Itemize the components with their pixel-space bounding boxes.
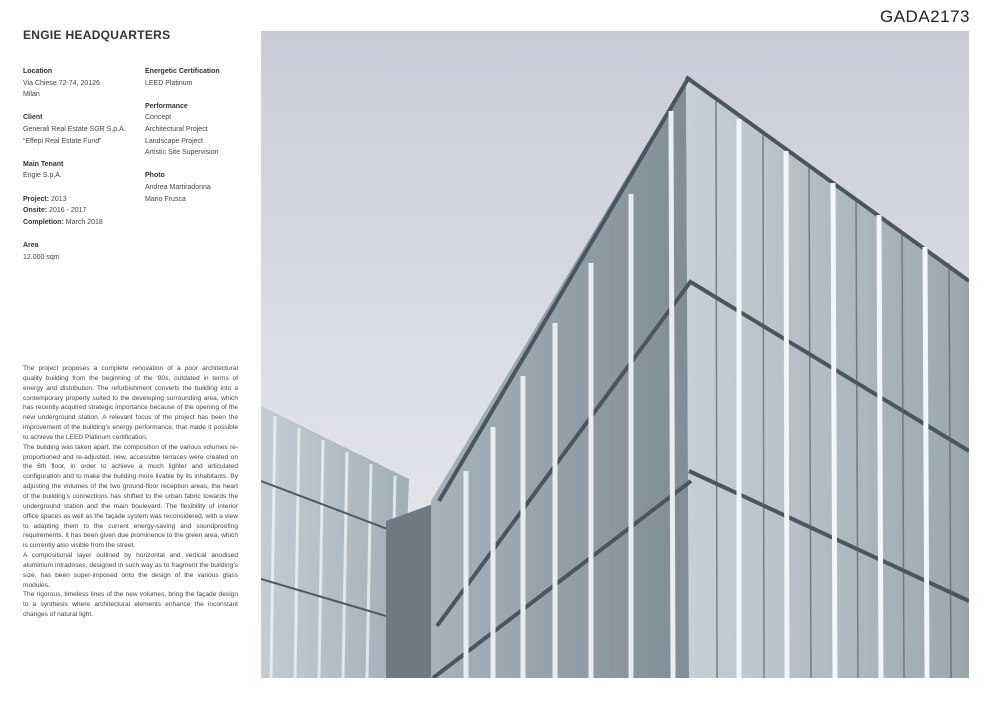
- description-paragraph: The building was taken apart, the composition of the various volumes re-proportioned and re-adjusted, new, accessible terraces were created on the 6th floor, in order to achieve a much lighter and articulated configuration and to make the building more livable by its inhabitants. By adjusting the volumes of the two ground-floor reception areas, the heart of the building’s connections has shifted to the urban fabric towards the underground station and the main boulevard. The flexibility of interior office spaces as well as the façade system was reconsidered, with a view to adapting them to the current energy-saving and soundproofing requirements. It has been given due prominence to the green area, which is currently also visible from the street.: [23, 443, 238, 550]
- photo-credit: Mario Frusca: [145, 195, 186, 203]
- onsite-line: [23, 205, 141, 217]
- certification-value: LEED Platinum: [145, 79, 193, 87]
- area-value: 12.000 sqm: [23, 253, 60, 261]
- project-year-line: [23, 194, 141, 206]
- description-paragraph: A compositional layer outlined by horizontal and vertical anodised aluminium intradoses, designed in such way as to fragment the building’s size, has been super-imposed onto the design of the various glass modules.: [23, 552, 238, 589]
- location-address: Via Chiese 72-74, 20126: [23, 79, 100, 87]
- tenant-value: Engie S.p.A.: [23, 172, 62, 180]
- tenant-label: Main Tenant: [23, 160, 64, 168]
- info-column-right: [145, 66, 255, 205]
- location-label: Location: [23, 68, 53, 75]
- client-fund: “Effepi Real Estate Fund”: [23, 137, 102, 145]
- area-label: Area: [23, 241, 39, 249]
- page-title: ENGIE HEADQUARTERS: [23, 28, 171, 42]
- onsite-years: 2016 - 2017: [49, 207, 87, 215]
- completion-line: [23, 217, 141, 229]
- client-name: Generali Real Estate SGR S.p.A.: [23, 125, 126, 133]
- performance-item: Architectural Project: [145, 125, 208, 133]
- location-city: Milan: [23, 91, 40, 99]
- description-paragraph: The rigorous, timeless lines of the new volumes, bring the façade design to a synthesis where architectural elements enhance the inconstant changes of natural light.: [23, 591, 238, 619]
- performance-item: Landscape Project: [145, 137, 203, 145]
- certification-label: Energetic Certification: [145, 68, 220, 75]
- info-column-left: [23, 66, 141, 263]
- project-year: 2013: [51, 195, 67, 203]
- performance-item: Concept: [145, 114, 172, 122]
- completion-date: March 2018: [65, 218, 103, 226]
- project-description: [23, 364, 238, 620]
- building-facade-illustration: [261, 31, 969, 678]
- completion-label: Completion:: [23, 218, 64, 226]
- client-label: Client: [23, 114, 43, 122]
- onsite-label: Onsite:: [23, 207, 48, 215]
- project-year-label: Project:: [23, 195, 50, 203]
- project-code: GADA2173: [880, 7, 970, 26]
- performance-item: Artistic Site Supervision: [145, 149, 219, 157]
- photo-label: Photo: [145, 172, 165, 180]
- photo-credit: Andrea Martiradonna: [145, 183, 211, 191]
- description-paragraph: The project proposes a complete renovation of a poor architectural quality building from the beginning of the ‘80s, outdated in terms of energy and distribution. The refurbishment converts the building into a contemporary property suited to the developing surrounding area, which has recently acquired strategic importance because of the opening of the new underground station. A relevant focus of the project has been the improvement of the building’s energy performance, that made it possible to achieve the LEED Platinum certification.: [23, 365, 238, 441]
- performance-label: Performance: [145, 102, 188, 110]
- building-photo: [261, 31, 969, 678]
